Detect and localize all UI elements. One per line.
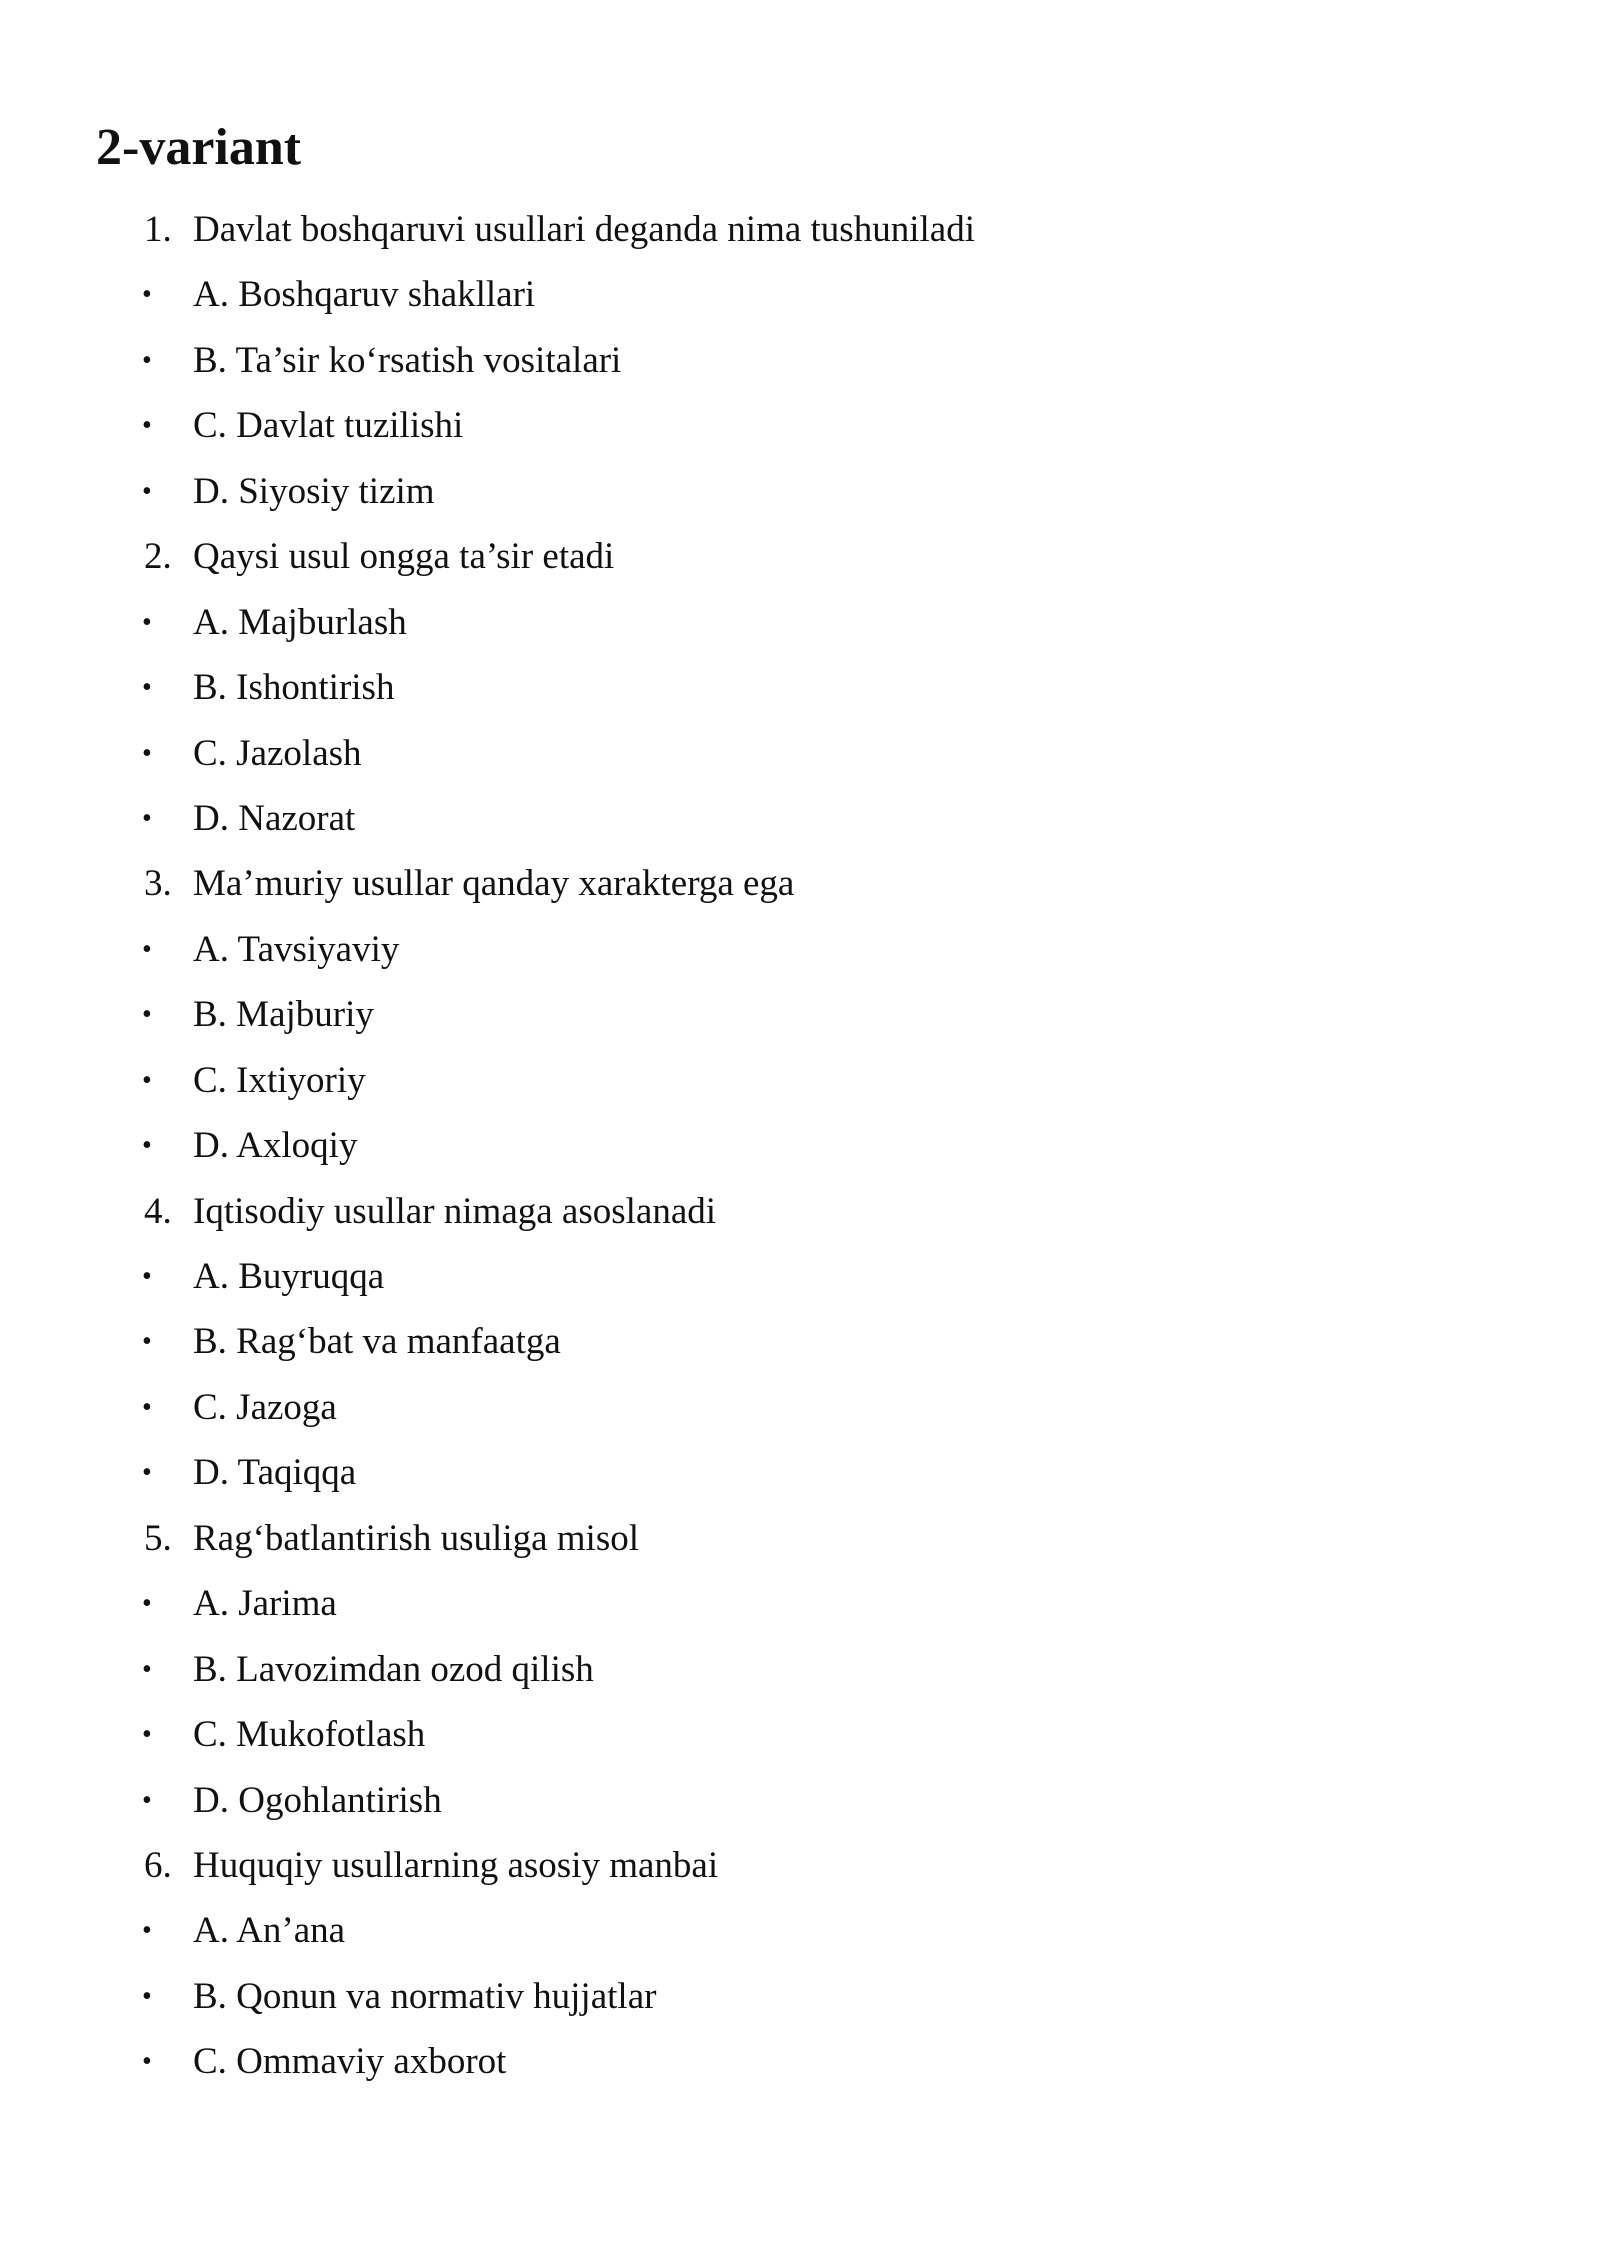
option-text: B. Majburiy <box>193 994 374 1036</box>
option-text: B. Qonun va normativ hujjatlar <box>193 1975 657 2017</box>
bullet-icon: • <box>142 1588 152 1620</box>
option-text: C. Davlat tuzilishi <box>193 405 464 447</box>
bullet-icon: • <box>142 344 152 376</box>
question-number: 4. <box>144 1190 172 1232</box>
bullet-icon: • <box>142 933 152 965</box>
bullet-icon: • <box>142 475 152 507</box>
bullet-icon: • <box>142 802 152 834</box>
question-text: Rag‘batlantirish usuliga misol <box>193 1517 640 1559</box>
question-text: Davlat boshqaruvi usullari deganda nima tushuniladi <box>193 209 975 250</box>
bullet-icon: • <box>142 737 152 769</box>
page-title: 2-variant <box>96 119 302 176</box>
question-number: 1. <box>144 209 172 250</box>
option-text: D. Ogohlantirish <box>193 1779 442 1821</box>
option-text: D. Taqiqqa <box>193 1452 357 1494</box>
option-text: C. Jazolash <box>193 732 362 774</box>
question-text: Qaysi usul ongga ta’sir etadi <box>193 536 615 578</box>
question-number: 3. <box>144 863 172 905</box>
bullet-icon: • <box>142 1719 152 1751</box>
option-text: C. Mukofotlash <box>193 1714 426 1756</box>
question-number: 5. <box>144 1517 172 1559</box>
bullet-icon: • <box>142 1784 152 1816</box>
option-text: A. An’ana <box>193 1910 346 1952</box>
question-number: 2. <box>144 536 172 578</box>
option-text: A. Jarima <box>193 1583 337 1625</box>
bullet-icon: • <box>142 999 152 1031</box>
question-text: Iqtisodiy usullar nimaga asoslanadi <box>193 1190 717 1232</box>
option-text: D. Nazorat <box>193 797 356 839</box>
bullet-icon: • <box>142 1064 152 1096</box>
option-text: C. Ixtiyoriy <box>193 1059 366 1101</box>
option-text: A. Tavsiyaviy <box>193 928 400 970</box>
option-text: B. Ta’sir ko‘rsatish vositalari <box>193 339 622 381</box>
option-text: C. Ommaviy axborot <box>193 2041 507 2083</box>
question-text: Huquqiy usullarning asosiy manbai <box>193 1844 719 1886</box>
bullet-icon: • <box>142 2046 152 2078</box>
bullet-icon: • <box>142 1261 152 1292</box>
option-text: A. Buyruqqa <box>193 1256 385 1297</box>
option-text: B. Ishontirish <box>193 667 395 709</box>
option-text: D. Axloqiy <box>193 1125 358 1167</box>
bullet-icon: • <box>142 1915 152 1947</box>
option-text: A. Majburlash <box>193 601 407 643</box>
bullet-icon: • <box>142 1326 152 1358</box>
bullet-icon: • <box>142 279 152 311</box>
option-text: B. Rag‘bat va manfaatga <box>193 1321 561 1363</box>
option-text: D. Siyosiy tizim <box>193 470 435 512</box>
option-text: B. Lavozimdan ozod qilish <box>193 1648 594 1690</box>
bullet-icon: • <box>142 410 152 442</box>
option-text: C. Jazoga <box>193 1386 337 1428</box>
bullet-icon: • <box>142 1457 152 1489</box>
bullet-icon: • <box>142 1391 152 1423</box>
bullet-icon: • <box>142 1980 152 2012</box>
bullet-icon: • <box>142 1130 152 1162</box>
bullet-icon: • <box>142 1653 152 1685</box>
option-text: A. Boshqaruv shakllari <box>193 274 536 316</box>
bullet-icon: • <box>142 606 152 638</box>
bullet-icon: • <box>142 672 152 704</box>
question-text: Ma’muriy usullar qanday xarakterga ega <box>193 863 795 905</box>
question-number: 6. <box>144 1844 172 1886</box>
